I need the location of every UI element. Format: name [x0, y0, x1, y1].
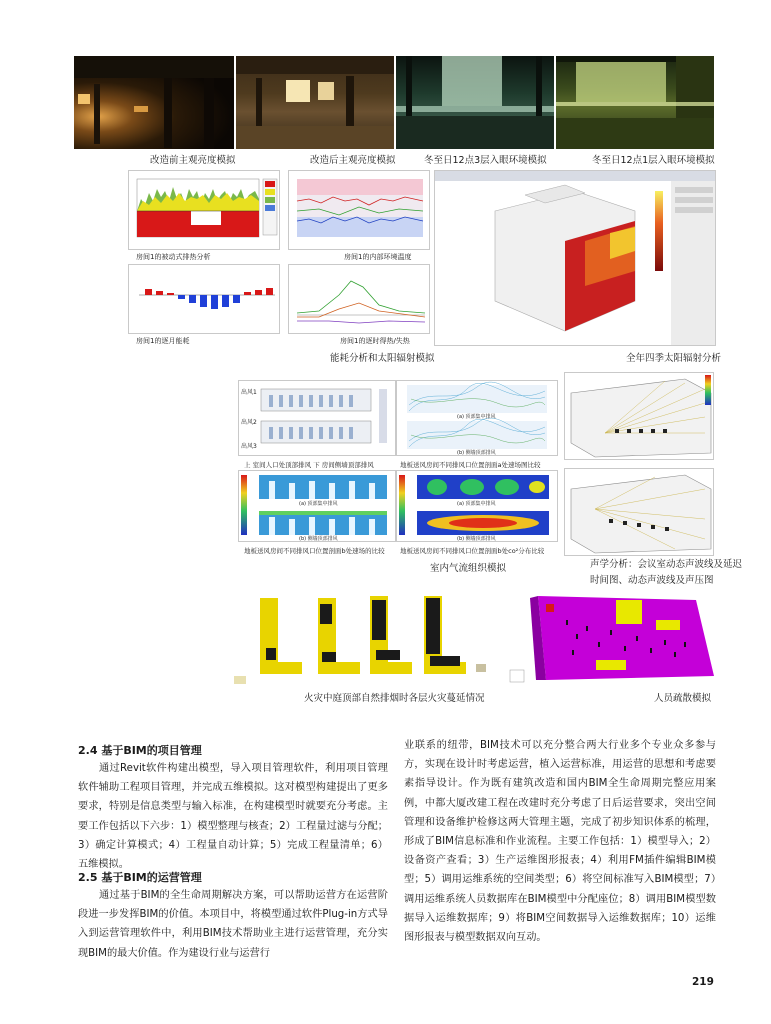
section-2-4-body [78, 759, 388, 874]
right-column-body [404, 736, 716, 947]
caption-cfd3: 地板送风房间不同排风口位置剖面b处速场的比较 [244, 547, 385, 555]
right-column-paragraph: 业联系的纽带，BIM技术可以充分整合两大行业多个专业众多参与方，实现在设计时考虑运营，植入运营标准，用运营的思想和考虑要素指导设计。作为既有建筑改造和国内BIM全生命周期完整应用案例，中都大厦改建工程在改建时充分考虑了日后运营要求，突出空间管理和设备维护检修这两大管理主题，完成了初步知识体系的梳理，形成了BIM信息标准和作业流程。主要工作包括：1）模型导入；2）设备资产查看；3）生产运维图形报表；4）利用FM插件编辑BIM模型；5）调用运维系统的空间类型；6）将空间标准写入BIM模型；7）调用运维系统人员数据库在BIM模型中分配座位；8）调用BIM模型数据导入运维数据库；9）将BIM空间数据导入运维数据库；10）运维图形报表与模型数据双向互动。 [404, 740, 716, 944]
cfd-co2-section-b [396, 470, 558, 542]
caption-panel-d: 房间1的逐时得热/失热 [340, 337, 410, 345]
photo-winter-solstice-1f [556, 56, 714, 149]
chart-internal-temperature [288, 170, 430, 250]
cfd-sub-b1: (a) 顶部集中排风 [299, 501, 338, 507]
chart-passive-heat [128, 170, 280, 250]
section-2-5-paragraph: 通过基于BIM的全生命周期解决方案，可以帮助运营方在运营阶段进一步发挥BIM的价值。本项目中，将模型通过软件Plug-in方式导入到运营管理软件中，利用BIM技术帮助业主进行运营管理，充分实现BIM的最大价值。作为建设行业与运营行 [78, 890, 388, 959]
caption-acoustic-line1: 声学分析：会议室动态声波线及延迟 [590, 559, 743, 570]
caption-cfd4: 地板送风房间不同排风口位置剖面b处co²分布比较 [400, 547, 545, 555]
caption-photo1: 改造前主观亮度模拟 [150, 155, 236, 166]
caption-acoustic-line2: 时间图、动态声波线及声压图 [590, 575, 714, 586]
cfd-sub-b2: (b) 侧墙顶部排风 [299, 536, 338, 542]
photo-after-renovation [236, 56, 394, 149]
section-2-4-heading: 2.4 基于BIM的项目管理 [78, 744, 202, 757]
solar-radiation-model [434, 170, 716, 346]
caption-panel-a: 房间1的被动式排热分析 [136, 253, 211, 261]
section-2-5-body [78, 886, 388, 963]
caption-solar-group: 全年四季太阳辐射分析 [626, 353, 722, 364]
cfd-sub-c2: (b) 侧墙顶部排风 [457, 536, 496, 542]
caption-photo4: 冬至日12点1层入眼环境模拟 [592, 155, 715, 166]
cfd-velocity-section-a [396, 380, 558, 456]
caption-energy-group: 能耗分析和太阳辐射模拟 [330, 353, 435, 364]
photo-before-renovation [74, 56, 234, 149]
chart-hourly-gain-loss [288, 264, 430, 334]
caption-airflow-group: 室内气流组织模拟 [430, 563, 507, 574]
cfd-sub-c1: (a) 顶部集中排风 [457, 501, 496, 507]
caption-cfd2: 地板送风房间不同排风口位置剖面a处速场图比较 [400, 461, 541, 469]
acoustic-model-top [564, 372, 714, 460]
acoustic-model-bottom [564, 468, 714, 556]
caption-panel-c: 房间1的逐月能耗 [136, 337, 190, 345]
caption-photo3: 冬至日12点3层入眼环境模拟 [424, 155, 547, 166]
cfd-room-section-left [238, 380, 396, 456]
caption-cfd1: 上 室间人口处顶部排风 下 房间侧墙顶部排风 [244, 461, 374, 469]
cfd-velocity-section-b [238, 470, 396, 542]
section-2-5-heading: 2.5 基于BIM的运营管理 [78, 871, 202, 884]
section-2-4-paragraph: 通过Revit软件构建出模型，导入项目管理软件，利用项目管理软件辅助工程项目管理，并完成五维模拟。这对模型构建提出了更多要求，特别是信息类型与输入标准，在构建模型时就要充分考虑。主要工作包括以下六步：1）模型整理与核查；2）工程量过滤与分配；3）确定计算模式；4）工程量自动计算；5）完成工程量清单；6）五维模拟。 [78, 763, 388, 871]
cfd-label-outlet2: 出风2 [241, 419, 257, 426]
photo-winter-solstice-3f [396, 56, 554, 149]
caption-fire-group: 火灾中庭顶部自然排烟时各层火灾蔓延情况 [304, 693, 485, 704]
cfd-sub-a1: (a) 顶部集中排风 [457, 414, 496, 420]
caption-photo2: 改造后主观亮度模拟 [310, 155, 396, 166]
caption-evac-group: 人员疏散模拟 [654, 693, 712, 704]
fire-spread-simulation [232, 592, 498, 686]
caption-panel-b: 房间1的内部环境温度 [344, 253, 412, 261]
chart-monthly-energy [128, 264, 280, 334]
evacuation-simulation [506, 590, 716, 686]
page-number: 219 [692, 976, 714, 988]
cfd-sub-a2: (b) 侧墙顶部排风 [457, 450, 496, 456]
cfd-label-outlet1: 出风1 [241, 389, 257, 396]
cfd-label-outlet3: 出风3 [241, 443, 257, 450]
